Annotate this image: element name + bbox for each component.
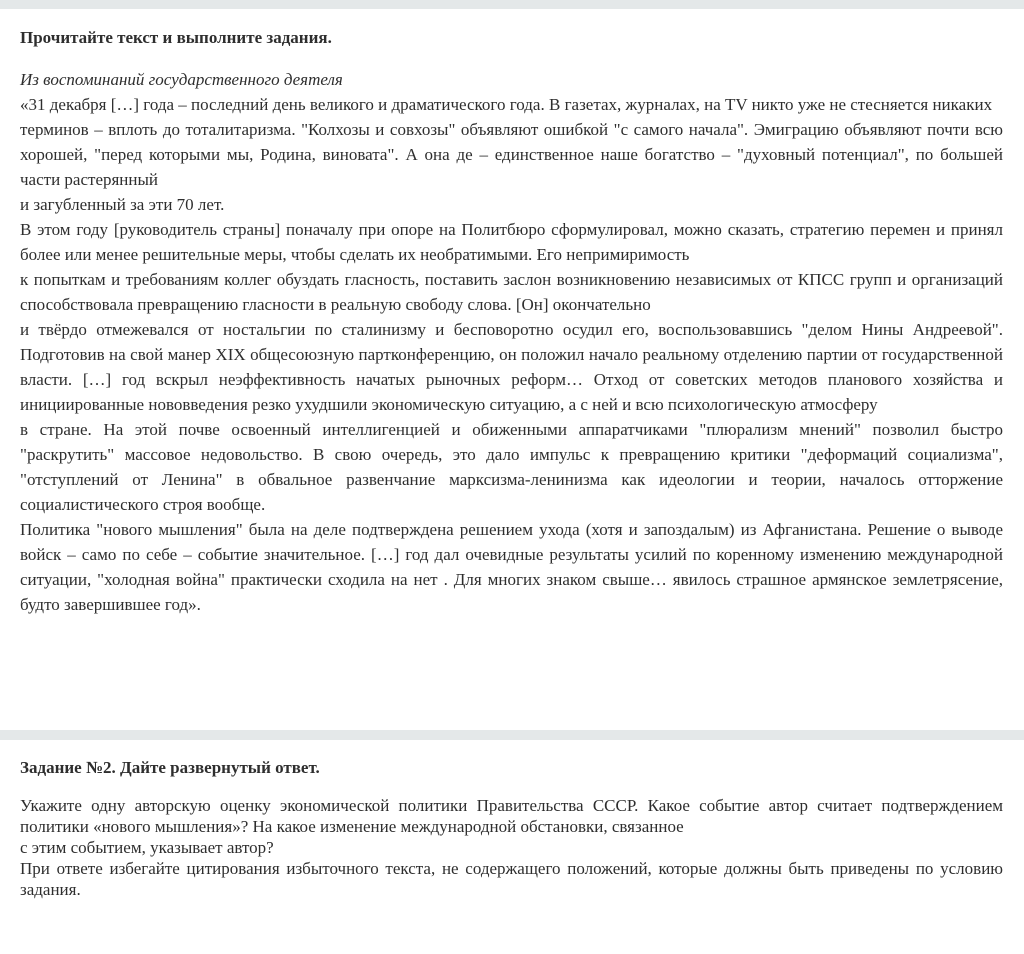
text-paragraph: терминов – вплоть до тоталитаризма. "Колхозы и совхозы" объявляют ошибкой "с самого начала". Эмиграцию объявляют почти всю хорошей, "перед которыми мы, Родина, виновата". А она де – единственное наше богатство – "духовный потенциал", по большей части растерянный <box>20 120 1003 189</box>
top-bar <box>0 0 1024 9</box>
task-line: Укажите одну авторскую оценку экономической политики Правительства СССР. Какое событие автор считает подтверждением политики «нового мышления»? На какое изменение международной обстановки, связанное <box>20 796 1003 836</box>
text-paragraph: «31 декабря […] года – последний день великого и драматического года. В газетах, журналах, на TV никто уже не стесняется никаких <box>20 95 993 114</box>
text-paragraph: В этом году [руководитель страны] поначалу при опоре на Политбюро сформулировал, можно сказать, стратегию перемен и принял более или менее решительные меры, чтобы сделать их необратимыми. Его непримиримость <box>20 220 1003 264</box>
task-title: Задание №2. Дайте развернутый ответ. <box>20 758 320 777</box>
task-section <box>20 757 1003 900</box>
text-paragraph: к попыткам и требованиям коллег обуздать гласность, поставить заслон возникновению независимых от КПСС групп и организаций способствовала превращению гласности в реальную свободу слова. [Он] окончательно <box>20 270 1003 314</box>
task-line: с этим событием, указывает автор? <box>20 838 274 857</box>
text-paragraph: в стране. На этой почве освоенный интеллигенцией и обиженными аппаратчиками "плюрализм мнений" позволил быстро "раскрутить" массовое недовольство. В свою очередь, это дало импульс к превращению критики "деформаций социализма", "отступлений от Ленина" в обвальное развенчание марксизма-ленинизма как идеологии и теории, началось отторжение социалистического строя вообще. <box>20 420 1003 514</box>
text-paragraph: Политика "нового мышления" была на деле подтверждена решением ухода (хотя и запоздалым) из Афганистана. Решение о выводе войск – само по себе – событие значительное. […] год дал очевидные результаты усилий по коренному изменению международной ситуации, "холодная война" практически сходила на нет . Для многих знаком свыше… явилось страшное армянское землетрясение, будто завершившее год». <box>20 520 1003 614</box>
section-divider <box>0 730 1024 740</box>
task-line: При ответе избегайте цитирования избыточного текста, не содержащего положений, которые должны быть приведены по условию задания. <box>20 859 1003 899</box>
reading-section <box>20 27 1003 617</box>
text-paragraph: и твёрдо отмежевался от ностальгии по сталинизму и бесповоротно осудил его, воспользовавшись "делом Нины Андреевой". Подготовив на свой манер XIX общесоюзную партконференцию, он положил начало реальному отделению партии от государственной власти. […] год вскрыл неэффективность начатых рыночных реформ… Отход от советских методов планового хозяйства и инициированные нововведения резко ухудшили экономическую ситуацию, а с ней и всю психологическую атмосферу <box>20 320 1003 414</box>
text-paragraph: и загубленный за эти 70 лет. <box>20 195 225 214</box>
source-title: Из воспоминаний государственного деятеля <box>20 70 343 89</box>
instruction-heading: Прочитайте текст и выполните задания. <box>20 28 332 47</box>
